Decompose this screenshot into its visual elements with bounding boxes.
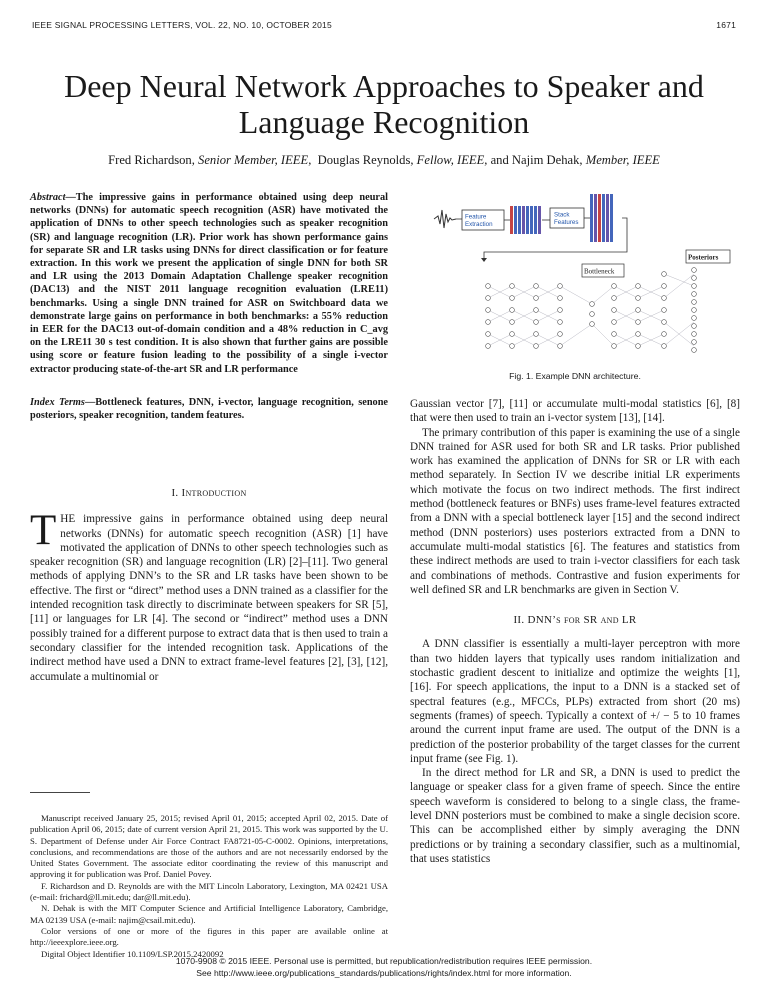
section-heading: II. DNN’s for SR and LR xyxy=(513,614,637,627)
dnn-architecture-figure xyxy=(432,194,732,354)
waveform-icon xyxy=(434,210,456,228)
network-nodes xyxy=(486,268,697,353)
index-terms-label: Index Terms xyxy=(30,397,85,408)
author-conjunction: and xyxy=(490,153,509,167)
footnote-paragraph: N. Dehak is with the MIT Computer Science and Artificial Intelligence Laboratory, Cambridge, MA 02139 USA (e-mail: najim@csail.mit.edu). xyxy=(30,903,388,925)
page-number: 1671 xyxy=(716,20,736,30)
footnote-paragraph: Manuscript received January 25, 2015; revised April 01, 2015; accepted April 02, 2015. Date of publication April 06, 2015; date of current version April 21, 2015. This work was supported by the U. S. Department of Defense under Air Force Contract FA8721-05-C-0002. Opinions, interpretations, conclusions, and recommendations are those of the authors and are not necessarily endorsed by the United States Government. The associate editor coordinating the review of this manuscript and approving it for publication was Prof. Daniel Povey. xyxy=(30,813,388,880)
author-name: Douglas Reynolds xyxy=(317,153,411,167)
svg-text:Bottleneck: Bottleneck xyxy=(584,267,615,276)
abstract-label: Abstract xyxy=(30,192,66,203)
svg-text:Features: Features xyxy=(554,219,579,226)
right-column-text xyxy=(410,397,740,866)
author-name: Najim Dehak xyxy=(511,153,580,167)
footnote xyxy=(30,792,388,960)
body-paragraph: A DNN classifier is essentially a multi-layer perceptron with more than two hidden layers that typically uses random initialization and stochastic gradient descent to initialize and optimize the weights [1], [16]. For speech applications, the input to a DNN is a stacked set of spectral features (e.g., MFCCs, PLPs) extracted from short (20 ms) segments (frames) of speech. Typically a context of +/ − 5 to 10 frames around the current input frame are used. The output of the DNN is a prediction of the posterior probability of the target classes for the current input frame (see Fig. 1). xyxy=(410,638,740,765)
copyright-footer xyxy=(30,955,738,979)
svg-text:Stack: Stack xyxy=(554,211,570,219)
intro-paragraph: THE impressive gains in performance obtained using deep neural networks (DNNs) for automatic speech recognition (ASR) [1] have motivated the application of DNNs to other speech technologies such as speaker recognition (SR) and language recognition (LR) [2]–[11]. Two general methods of applying DNN’s to the SR and LR tasks have been shown to be effective. The first or “direct” method uses a DNN trained as a classifier for the intended recognition task directly to discriminate between speakers for SR [5], [11] or languages for LR [4]. The second or “indirect” method uses a DNN possibly trained for a different purpose to extract data that is then used to train a secondary classifier for the intended recognition task. Applications of the indirect method have used a DNN to extract frame-level features [2], [3], [12], accumulate a multinomial or xyxy=(30,507,388,683)
rights-url-line: See http://www.ieee.org/publications_standards/publications/rights/index.html for more information. xyxy=(196,968,572,978)
author-role: Member, IEEE xyxy=(585,153,660,167)
author-role: Senior Member, IEEE xyxy=(198,153,309,167)
body-paragraph: In the direct method for LR and SR, a DNN is used to predict the language or speaker class for a given frame of speech. Since the entire speech waveform is considered to belong to a single class, the frame-level DNN posteriors must be combined to make a single decision score. This can be accomplished either by simply averaging the DNN predictions or by training a secondary classifier, such as a multinomial, that uses statistics xyxy=(410,767,740,865)
footnote-paragraph: Digital Object Identifier 10.1109/LSP.2015.2420092 xyxy=(41,948,224,959)
copyright-line: 1070-9908 © 2015 IEEE. Personal use is permitted, but republication/redistribution requires IEEE permission. xyxy=(175,956,593,966)
author-role: Fellow, IEEE xyxy=(416,153,485,167)
journal-header: IEEE SIGNAL PROCESSING LETTERS, VOL. 22, NO. 10, OCTOBER 2015 xyxy=(32,20,332,30)
footnote-rule xyxy=(30,792,90,793)
introduction-section xyxy=(30,486,388,684)
author-list: Fred Richardson, Senior Member, IEEE, Douglas Reynolds, Fellow, IEEE, and Najim Dehak, Member, IEEE xyxy=(108,153,660,167)
svg-text:Posteriors: Posteriors xyxy=(688,253,719,262)
author-name: Fred Richardson xyxy=(108,153,192,167)
index-terms: Index Terms—Bottleneck features, DNN, i-vector, language recognition, senone posteriors, speaker recognition, tandem features. xyxy=(30,397,389,422)
body-paragraph: Gaussian vector [7], [11] or accumulate multi-modal statistics [6], [8] that were then used to train an i-vector system [13], [14]. xyxy=(410,398,740,425)
svg-text:Feature: Feature xyxy=(465,213,487,221)
frame-bars-1 xyxy=(510,206,541,234)
body-paragraph: The primary contribution of this paper is examining the use of a single DNN trained for ASR used for both SR and LR tasks. Prior published work has examined the application of DNNs for SR or LR with each method separately. In Section IV we describe initial LR experiments which motivate the focus on two indirect methods. The first indirect method (bottleneck features or BNFs) uses frame-level features extracted from a DNN with a special bottleneck layer [15] and the second indirect method (DNN posteriors) uses posteriors extracted from a DNN to accumulate multi-modal statistics [6]. The features and statistics from these indirect methods are used to train i-vector classifiers for each task and combinations of methods. Contrastive and fusion experiments for well defined SR and LR benchmarks are given in Section V. xyxy=(410,426,740,596)
figure-caption: Fig. 1. Example DNN architecture. xyxy=(509,371,641,381)
footnote-paragraph: F. Richardson and D. Reynolds are with the MIT Lincoln Laboratory, Lexington, MA 02421 USA (e-mail: frichard@ll.mit.edu; dar@ll.mit.edu). xyxy=(30,880,388,903)
abstract: Abstract—The impressive gains in performance obtained using deep neural networks (DNNs) for automatic speech recognition (ASR) have motivated the application of DNNs to other speech technologies such as speaker recognition (SR) and language recognition (LR). Prior work has shown performance gains for separate SR and LR tasks using DNNs for direct classification or for feature extraction. In this work we present the application of single DNN for both SR and LR using the 2013 Domain Adaptation Challenge speaker recognition (DAC13) and the NIST 2011 language recognition evaluation (LRE11) benchmarks. Using a single DNN trained for ASR on Switchboard data we demonstrate large gains on performance in both benchmarks: a 55% reduction in EER for the DAC13 out-of-domain condition and a 48% reduction in C_avg on the LRE11 30 s test condition. It is also shown that further gains are possible using score or feature fusion leading to the possibility of a single i-vector extractor producing state-of-the-art SR and LR performance xyxy=(30,192,388,375)
index-terms-text: Bottleneck features, DNN, i-vector, language recognition, senone posteriors, speaker recognition, tandem features. xyxy=(30,397,389,422)
frame-bars-2 xyxy=(590,194,613,242)
footnote-paragraph: Color versions of one or more of the figures in this paper are available online at http://ieeexplore.ieee.org. xyxy=(30,925,388,948)
drop-cap: T xyxy=(30,507,57,555)
paper-title: Deep Neural Network Approaches to Speaker and Language Recognition xyxy=(64,68,704,140)
abstract-text: The impressive gains in performance obtained using deep neural networks (DNNs) for automatic speech recognition (ASR) have motivated the application of DNNs to other speech technologies such as speaker recognition (SR) and language recognition (LR). Prior work has shown performance gains for separate SR and LR tasks using DNNs for direct classification or for feature extraction. In this work we present the application of single DNN for both SR and LR using the 2013 Domain Adaptation Challenge speaker recognition (DAC13) and the NIST 2011 language recognition evaluation (LRE11) benchmarks. Using a single DNN trained for ASR on Switchboard data we demonstrate large gains on performance in both benchmarks: a 55% reduction in EER for the DAC13 out-of-domain condition and a 48% reduction in C_avg on the LRE11 30 s test condition. It is also shown that further gains are possible using score or feature fusion leading to the possibility of a single i-vector extractor producing state-of-the-art SR and LR performance xyxy=(30,192,388,375)
svg-text:Extraction: Extraction xyxy=(465,221,493,228)
section-heading: I. Introduction xyxy=(171,487,247,499)
